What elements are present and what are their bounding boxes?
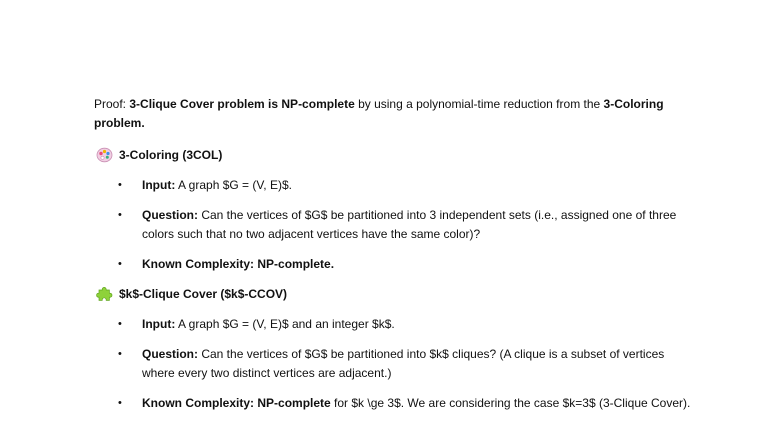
list-item-input (118, 176, 698, 195)
section-title: 3-Coloring (3COL) (119, 148, 223, 162)
puzzle-piece-icon (96, 286, 113, 302)
item-label: Input: (142, 317, 176, 331)
bullet-glyph: • (118, 318, 122, 330)
item-label: Question: (142, 208, 198, 222)
intro-claim: 3-Clique Cover problem is NP-complete (129, 97, 355, 111)
palette-icon (96, 147, 113, 163)
item-label: Known Complexity: (142, 257, 255, 271)
item-text: Can the vertices of $G$ be partitioned into 3 independent sets (i.e., assigned one of three colors such that no two adjacent vertices have the same color)? (142, 208, 677, 241)
item-text: Can the vertices of $G$ be partitioned into $k$ cliques? (A clique is a subset of vertices where every two distinct vertices are adjacent.) (142, 347, 665, 380)
bullet-glyph: • (118, 348, 122, 360)
item-bold-text: NP-complete (254, 396, 331, 410)
item-text: A graph $G = (V, E)$. (175, 178, 292, 192)
list-item-question (118, 345, 698, 383)
item-label: Input: (142, 178, 176, 192)
list-item-input (118, 315, 698, 334)
bullet-glyph: • (118, 397, 122, 409)
section-3col-heading (96, 146, 222, 164)
section-title: $k$-Clique Cover ($k$-CCOV) (119, 287, 288, 301)
list-item-complexity (118, 394, 698, 413)
item-label: Question: (142, 347, 198, 361)
intro-source-problem: 3-Coloring problem. (94, 97, 664, 130)
intro-middle: by using a polynomial-time reduction from the (354, 97, 604, 111)
list-item-complexity (118, 255, 698, 274)
list-item-question (118, 206, 698, 244)
section-kccov-heading (96, 285, 287, 303)
item-label: Known Complexity: (142, 396, 255, 410)
bullet-glyph: • (118, 258, 122, 270)
item-text: A graph $G = (V, E)$ and an integer $k$. (175, 317, 395, 331)
intro-prefix: Proof: (94, 97, 130, 111)
item-bold-text: NP-complete. (254, 257, 335, 271)
bullet-glyph: • (118, 209, 122, 221)
intro-paragraph (94, 95, 684, 133)
item-tail-text: for $k \ge 3$. We are considering the case $k=3$ (3-Clique Cover). (330, 396, 691, 410)
bullet-glyph: • (118, 179, 122, 191)
